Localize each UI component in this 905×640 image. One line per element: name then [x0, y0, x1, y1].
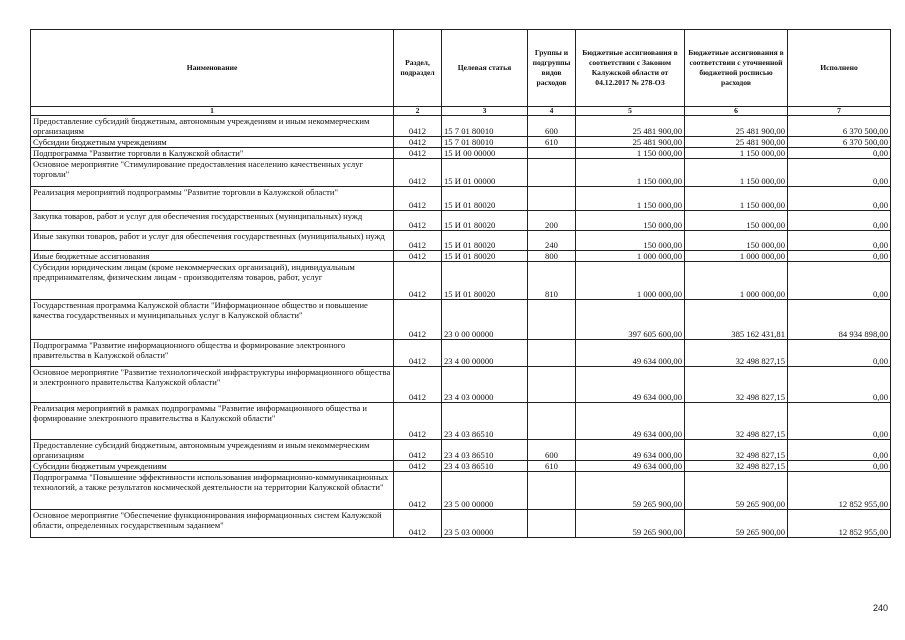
row-refined-allocation: 1 150 000,00 [685, 187, 788, 211]
row-refined-allocation: 150 000,00 [685, 231, 788, 251]
row-refined-allocation: 32 498 827,15 [685, 403, 788, 440]
row-expense-group: 600 [528, 440, 576, 461]
row-refined-allocation: 32 498 827,15 [685, 461, 788, 472]
row-refined-allocation: 59 265 900,00 [685, 472, 788, 510]
row-expense-group: 200 [528, 211, 576, 231]
budget-page [30, 29, 890, 538]
row-law-allocation: 1 000 000,00 [576, 262, 685, 300]
row-section: 0412 [394, 472, 442, 510]
table-row [31, 137, 891, 148]
row-law-allocation: 1 150 000,00 [576, 187, 685, 211]
row-expense-group [528, 148, 576, 159]
row-executed: 0,00 [788, 211, 891, 231]
row-target-code: 23 4 03 00000 [442, 367, 528, 403]
row-refined-allocation: 1 000 000,00 [685, 251, 788, 262]
row-section: 0412 [394, 340, 442, 367]
row-target-code: 23 4 03 86510 [442, 461, 528, 472]
table-row [31, 472, 891, 510]
row-name: Субсидии бюджетным учреждениям [31, 137, 394, 148]
row-law-allocation: 49 634 000,00 [576, 367, 685, 403]
row-target-code: 15 И 01 80020 [442, 187, 528, 211]
table-row [31, 116, 891, 137]
table-row [31, 300, 891, 340]
row-refined-allocation: 25 481 900,00 [685, 116, 788, 137]
header-name: Наименование [31, 30, 394, 107]
table-row [31, 367, 891, 403]
row-expense-group: 610 [528, 137, 576, 148]
row-section: 0412 [394, 159, 442, 187]
table-row [31, 231, 891, 251]
row-target-code: 15 И 01 80020 [442, 262, 528, 300]
row-refined-allocation: 32 498 827,15 [685, 440, 788, 461]
header-refined-allocations: Бюджетные ассигнования в соответствии с уточненной бюджетной росписью расходов [685, 30, 788, 107]
row-name: Подпрограмма "Развитие информационного общества и формирование электронного правительства в Калужской области" [31, 340, 394, 367]
row-expense-group: 800 [528, 251, 576, 262]
row-name: Подпрограмма "Повышение эффективности использования информационно-коммуникационных технологий, а также результатов космической деятельности на территории Калужской области" [31, 472, 394, 510]
row-refined-allocation: 1 150 000,00 [685, 159, 788, 187]
table-row [31, 340, 891, 367]
row-section: 0412 [394, 137, 442, 148]
table-row [31, 211, 891, 231]
row-section: 0412 [394, 116, 442, 137]
column-number: 6 [685, 107, 788, 116]
row-section: 0412 [394, 262, 442, 300]
table-row [31, 403, 891, 440]
row-executed: 84 934 898,00 [788, 300, 891, 340]
row-law-allocation: 59 265 900,00 [576, 510, 685, 538]
row-executed: 12 852 955,00 [788, 472, 891, 510]
row-target-code: 23 5 00 00000 [442, 472, 528, 510]
row-name: Реализация мероприятий в рамках подпрограммы "Развитие информационного общества и формирование электронного правительства в Калужской области" [31, 403, 394, 440]
row-executed: 0,00 [788, 231, 891, 251]
row-target-code: 15 И 01 80020 [442, 251, 528, 262]
row-target-code: 15 И 01 00000 [442, 159, 528, 187]
row-executed: 12 852 955,00 [788, 510, 891, 538]
row-section: 0412 [394, 211, 442, 231]
row-executed: 6 370 500,00 [788, 137, 891, 148]
row-executed: 0,00 [788, 148, 891, 159]
row-law-allocation: 1 000 000,00 [576, 251, 685, 262]
row-expense-group [528, 159, 576, 187]
row-target-code: 15 И 01 80020 [442, 231, 528, 251]
row-name: Субсидии бюджетным учреждениям [31, 461, 394, 472]
page-number: 240 [873, 603, 889, 613]
row-target-code: 23 4 00 00000 [442, 340, 528, 367]
row-section: 0412 [394, 251, 442, 262]
row-name: Основное мероприятие "Развитие технологической инфраструктуры информационного общества и электронного правительства Калужской области" [31, 367, 394, 403]
row-refined-allocation: 32 498 827,15 [685, 340, 788, 367]
row-target-code: 15 И 01 80020 [442, 211, 528, 231]
column-number: 3 [442, 107, 528, 116]
header-row [31, 30, 891, 107]
row-name: Основное мероприятие "Стимулирование предоставления населению качественных услуг торговли" [31, 159, 394, 187]
row-section: 0412 [394, 300, 442, 340]
table-row [31, 510, 891, 538]
row-name: Субсидии юридическим лицам (кроме некоммерческих организаций), индивидуальным предпринимателям, физическим лицам - производителям товаров, работ, услуг [31, 262, 394, 300]
row-name: Иные бюджетные ассигнования [31, 251, 394, 262]
row-law-allocation: 59 265 900,00 [576, 472, 685, 510]
table-row [31, 251, 891, 262]
row-law-allocation: 25 481 900,00 [576, 116, 685, 137]
row-section: 0412 [394, 440, 442, 461]
table-row [31, 148, 891, 159]
row-section: 0412 [394, 148, 442, 159]
row-name: Основное мероприятие "Обеспечение функционирования информационных систем Калужской области, определенных государственным заданием" [31, 510, 394, 538]
row-expense-group: 610 [528, 461, 576, 472]
row-expense-group: 240 [528, 231, 576, 251]
row-target-code: 23 4 03 86510 [442, 440, 528, 461]
row-name: Закупка товаров, работ и услуг для обеспечения государственных (муниципальных) нужд [31, 211, 394, 231]
row-refined-allocation: 1 150 000,00 [685, 148, 788, 159]
row-executed: 0,00 [788, 403, 891, 440]
row-refined-allocation: 1 000 000,00 [685, 262, 788, 300]
row-name: Предоставление субсидий бюджетным, автономным учреждениям и иным некоммерческим организациям [31, 116, 394, 137]
row-law-allocation: 397 605 600,00 [576, 300, 685, 340]
row-expense-group [528, 367, 576, 403]
row-target-code: 23 5 03 00000 [442, 510, 528, 538]
row-section: 0412 [394, 231, 442, 251]
row-law-allocation: 25 481 900,00 [576, 137, 685, 148]
row-expense-group: 600 [528, 116, 576, 137]
row-section: 0412 [394, 367, 442, 403]
budget-table [30, 29, 891, 538]
row-expense-group [528, 340, 576, 367]
row-target-code: 23 4 03 86510 [442, 403, 528, 440]
table-row [31, 461, 891, 472]
column-number: 2 [394, 107, 442, 116]
row-refined-allocation: 59 265 900,00 [685, 510, 788, 538]
column-number: 7 [788, 107, 891, 116]
row-expense-group: 810 [528, 262, 576, 300]
column-number-row [31, 107, 891, 116]
row-refined-allocation: 32 498 827,15 [685, 367, 788, 403]
table-row [31, 159, 891, 187]
column-number: 1 [31, 107, 394, 116]
table-row [31, 187, 891, 211]
row-expense-group [528, 403, 576, 440]
row-executed: 0,00 [788, 187, 891, 211]
row-law-allocation: 150 000,00 [576, 231, 685, 251]
header-expense-groups: Группы и подгруппы видов расходов [528, 30, 576, 107]
row-expense-group [528, 510, 576, 538]
table-row [31, 262, 891, 300]
table-body [31, 116, 891, 538]
header-executed: Исполнено [788, 30, 891, 107]
column-number: 5 [576, 107, 685, 116]
row-executed: 0,00 [788, 251, 891, 262]
row-executed: 0,00 [788, 440, 891, 461]
row-name: Реализация мероприятий подпрограммы "Развитие торговли в Калужской области" [31, 187, 394, 211]
row-executed: 0,00 [788, 461, 891, 472]
header-law-allocations: Бюджетные ассигнования в соответствии с Законом Калужской области от 04.12.2017 № 278-ОЗ [576, 30, 685, 107]
row-target-code: 15 7 01 80010 [442, 137, 528, 148]
row-law-allocation: 49 634 000,00 [576, 440, 685, 461]
row-section: 0412 [394, 187, 442, 211]
row-law-allocation: 49 634 000,00 [576, 340, 685, 367]
row-name: Иные закупки товаров, работ и услуг для обеспечения государственных (муниципальных) нужд [31, 231, 394, 251]
row-refined-allocation: 25 481 900,00 [685, 137, 788, 148]
row-law-allocation: 1 150 000,00 [576, 148, 685, 159]
row-law-allocation: 49 634 000,00 [576, 461, 685, 472]
row-target-code: 15 И 00 00000 [442, 148, 528, 159]
row-executed: 0,00 [788, 367, 891, 403]
row-expense-group [528, 472, 576, 510]
row-target-code: 23 0 00 00000 [442, 300, 528, 340]
row-expense-group [528, 187, 576, 211]
row-name: Подпрограмма "Развитие торговли в Калужской области" [31, 148, 394, 159]
header-section: Раздел, подраздел [394, 30, 442, 107]
row-section: 0412 [394, 510, 442, 538]
row-target-code: 15 7 01 80010 [442, 116, 528, 137]
row-name: Государственная программа Калужской области "Информационное общество и повышение качества государственных и муниципальных услуг в Калужской области" [31, 300, 394, 340]
header-target-article: Целевая статья [442, 30, 528, 107]
row-executed: 0,00 [788, 262, 891, 300]
row-executed: 0,00 [788, 159, 891, 187]
row-executed: 0,00 [788, 340, 891, 367]
row-section: 0412 [394, 403, 442, 440]
row-name: Предоставление субсидий бюджетным, автономным учреждениям и иным некоммерческим организациям [31, 440, 394, 461]
row-expense-group [528, 300, 576, 340]
row-refined-allocation: 150 000,00 [685, 211, 788, 231]
row-law-allocation: 150 000,00 [576, 211, 685, 231]
column-number: 4 [528, 107, 576, 116]
row-law-allocation: 49 634 000,00 [576, 403, 685, 440]
row-law-allocation: 1 150 000,00 [576, 159, 685, 187]
table-row [31, 440, 891, 461]
row-section: 0412 [394, 461, 442, 472]
row-executed: 6 370 500,00 [788, 116, 891, 137]
row-refined-allocation: 385 162 431,81 [685, 300, 788, 340]
